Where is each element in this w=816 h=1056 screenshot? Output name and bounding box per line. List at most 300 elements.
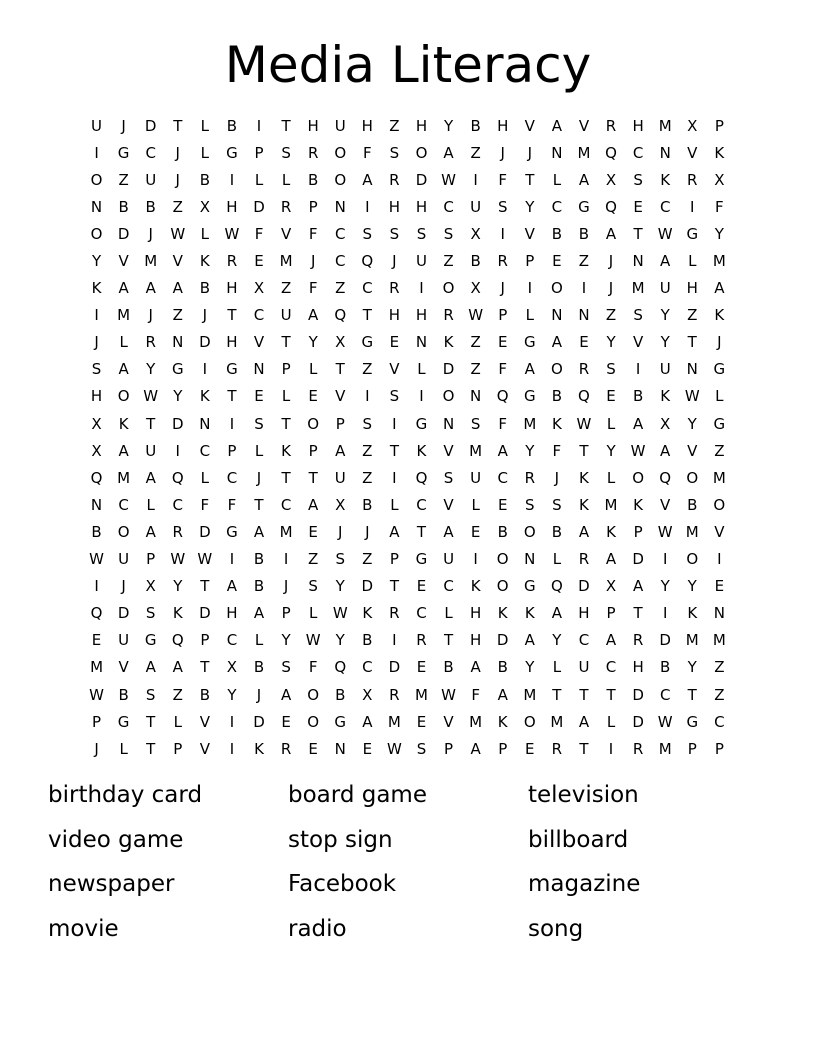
grid-cell: I	[229, 414, 235, 433]
grid-cell: V	[524, 224, 535, 243]
grid-cell: J	[500, 143, 505, 162]
grid-cell: J	[121, 116, 126, 135]
grid-cell: J	[500, 279, 505, 298]
grid-cell: T	[687, 333, 697, 352]
grid-cell: Q	[605, 143, 617, 162]
grid-cell: G	[117, 712, 130, 731]
grid-cell: Z	[362, 468, 373, 487]
grid-cell: V	[660, 495, 671, 514]
grid-cell: A	[308, 495, 319, 514]
grid-cell: C	[226, 468, 238, 487]
grid-cell: L	[173, 712, 182, 731]
grid-cell: S	[606, 360, 616, 379]
grid-cell: B	[551, 224, 563, 243]
grid-cell: L	[525, 306, 534, 325]
grid-row	[83, 491, 733, 518]
grid-cell: D	[632, 712, 644, 731]
grid-cell: C	[551, 197, 563, 216]
grid-cell: D	[442, 360, 455, 379]
grid-cell: W	[576, 414, 592, 433]
grid-cell: L	[281, 387, 291, 406]
grid-cell: P	[633, 522, 643, 541]
grid-cell: T	[146, 414, 156, 433]
grid-cell: A	[145, 279, 156, 298]
grid-cell: I	[229, 550, 235, 569]
grid-cell: K	[254, 739, 264, 758]
grid-cell: A	[632, 414, 644, 433]
grid-cell: C	[578, 631, 590, 650]
grid-cell: P	[687, 739, 697, 758]
grid-cell: C	[226, 631, 238, 650]
grid-cell: U	[415, 252, 427, 271]
grid-cell: R	[389, 685, 400, 704]
grid-cell: M	[712, 468, 726, 487]
grid-cell: M	[279, 252, 293, 271]
grid-cell: U	[334, 116, 346, 135]
grid-cell: X	[470, 224, 481, 243]
grid-cell: K	[714, 306, 725, 325]
grid-cell: U	[118, 550, 130, 569]
grid-cell: P	[200, 631, 210, 650]
grid-cell: J	[256, 685, 262, 704]
grid-cell: K	[633, 495, 644, 514]
grid-cell: P	[714, 739, 724, 758]
grid-cell: S	[470, 414, 481, 433]
grid-cell: M	[144, 252, 158, 271]
letter-grid	[83, 112, 733, 762]
grid-cell: B	[687, 495, 698, 514]
grid-cell: Y	[146, 360, 156, 379]
grid-cell: Z	[335, 279, 346, 298]
grid-cell: P	[498, 306, 508, 325]
grid-cell: N	[415, 333, 428, 352]
grid-cell: O	[90, 224, 103, 243]
grid-cell: T	[146, 739, 156, 758]
grid-cell: O	[713, 495, 726, 514]
grid-cell: Y	[687, 414, 697, 433]
grid-cell: H	[226, 604, 238, 623]
grid-cell: C	[714, 712, 725, 731]
grid-row	[83, 518, 733, 545]
grid-cell: C	[659, 197, 671, 216]
grid-cell: X	[199, 197, 210, 216]
grid-cell: N	[90, 197, 103, 216]
grid-cell: B	[335, 685, 346, 704]
grid-cell: U	[118, 631, 130, 650]
grid-cell: L	[254, 170, 264, 189]
grid-cell: V	[578, 116, 590, 135]
grid-cell: S	[308, 577, 318, 596]
grid-cell: W	[630, 441, 646, 460]
grid-cell: B	[199, 279, 210, 298]
grid-cell: Z	[605, 306, 617, 325]
grid-cell: Y	[714, 224, 724, 243]
grid-cell: H	[415, 306, 428, 325]
grid-cell: H	[307, 116, 319, 135]
grid-cell: U	[470, 468, 482, 487]
grid-cell: C	[659, 685, 671, 704]
grid-cell: F	[498, 360, 508, 379]
grid-cell: L	[254, 441, 264, 460]
grid-cell: N	[551, 143, 563, 162]
grid-cell: A	[578, 522, 590, 541]
grid-cell: H	[632, 116, 644, 135]
grid-cell: R	[389, 170, 400, 189]
grid-cell: P	[92, 712, 102, 731]
grid-cell: D	[415, 170, 428, 189]
grid-cell: R	[632, 739, 644, 758]
grid-cell: V	[389, 360, 400, 379]
grid-cell: O	[550, 279, 563, 298]
grid-cell: E	[389, 333, 400, 352]
grid-cell: A	[497, 685, 508, 704]
grid-cell: D	[578, 577, 590, 596]
grid-cell: T	[552, 685, 562, 704]
grid-cell: S	[145, 685, 156, 704]
grid-cell: H	[415, 197, 428, 216]
grid-cell: I	[581, 279, 587, 298]
grid-cell: W	[197, 550, 213, 569]
grid-cell: T	[389, 577, 399, 596]
grid-cell: N	[632, 252, 644, 271]
grid-cell: P	[606, 604, 616, 623]
grid-cell: T	[443, 631, 454, 650]
grid-cell: E	[633, 197, 643, 216]
grid-cell: O	[415, 143, 428, 162]
grid-cell: Q	[550, 577, 563, 596]
grid-cell: Q	[659, 468, 672, 487]
grid-cell: C	[362, 658, 373, 677]
grid-cell: K	[687, 604, 698, 623]
grid-cell: S	[633, 306, 643, 325]
grid-cell: T	[579, 441, 589, 460]
word-list-item: movie	[48, 915, 119, 942]
grid-row	[83, 735, 733, 762]
grid-cell: O	[334, 143, 347, 162]
grid-cell: E	[525, 739, 535, 758]
grid-cell: L	[308, 604, 318, 623]
grid-cell: Z	[714, 441, 725, 460]
grid-cell: B	[362, 495, 373, 514]
grid-cell: I	[392, 631, 397, 650]
grid-cell: F	[498, 414, 508, 433]
grid-cell: T	[173, 116, 183, 135]
grid-cell: L	[308, 360, 318, 379]
grid-cell: H	[388, 197, 401, 216]
grid-cell: R	[605, 116, 617, 135]
grid-cell: Y	[91, 252, 102, 271]
grid-cell: B	[632, 387, 644, 406]
grid-cell: Z	[470, 333, 481, 352]
grid-cell: A	[578, 712, 590, 731]
grid-cell: S	[525, 495, 535, 514]
grid-cell: N	[253, 360, 265, 379]
grid-cell: U	[145, 170, 157, 189]
grid-cell: X	[91, 414, 102, 433]
grid-cell: I	[419, 279, 424, 298]
grid-cell: I	[392, 414, 397, 433]
grid-cell: L	[606, 414, 616, 433]
grid-cell: A	[226, 577, 238, 596]
grid-row	[83, 600, 733, 627]
grid-cell: L	[471, 495, 480, 514]
grid-cell: Y	[308, 333, 318, 352]
grid-cell: K	[714, 143, 725, 162]
grid-cell: T	[579, 685, 589, 704]
grid-cell: A	[524, 360, 535, 379]
grid-cell: O	[307, 712, 320, 731]
grid-cell: M	[631, 279, 645, 298]
grid-cell: U	[91, 116, 103, 135]
grid-cell: U	[659, 279, 671, 298]
grid-cell: L	[200, 224, 210, 243]
grid-cell: G	[523, 333, 536, 352]
grid-cell: W	[657, 522, 673, 541]
grid-cell: P	[308, 197, 318, 216]
grid-cell: X	[714, 170, 725, 189]
grid-cell: Q	[171, 631, 184, 650]
grid-cell: B	[308, 170, 319, 189]
grid-cell: D	[632, 685, 644, 704]
grid-cell: X	[145, 577, 156, 596]
grid-cell: Y	[660, 577, 670, 596]
grid-cell: M	[90, 658, 104, 677]
grid-cell: I	[608, 739, 614, 758]
grid-cell: Q	[90, 468, 103, 487]
grid-cell: F	[308, 224, 318, 243]
grid-cell: Z	[443, 252, 454, 271]
grid-cell: G	[523, 577, 536, 596]
grid-cell: C	[632, 143, 644, 162]
grid-cell: Q	[578, 387, 590, 406]
grid-cell: Z	[362, 550, 373, 569]
grid-cell: H	[226, 279, 238, 298]
grid-row	[83, 708, 733, 735]
grid-cell: K	[470, 577, 481, 596]
grid-cell: C	[497, 468, 508, 487]
grid-cell: J	[175, 170, 180, 189]
grid-cell: I	[229, 739, 235, 758]
grid-cell: E	[714, 577, 725, 596]
grid-cell: J	[392, 252, 397, 271]
grid-cell: D	[632, 550, 644, 569]
grid-cell: B	[91, 522, 102, 541]
grid-cell: N	[659, 143, 671, 162]
grid-cell: J	[283, 577, 289, 596]
grid-cell: J	[310, 252, 316, 271]
grid-cell: M	[469, 712, 483, 731]
grid-cell: B	[470, 116, 481, 135]
grid-cell: C	[199, 441, 211, 460]
grid-cell: Z	[172, 197, 183, 216]
grid-cell: I	[690, 197, 695, 216]
grid-cell: I	[229, 712, 235, 731]
grid-cell: U	[578, 658, 590, 677]
grid-cell: R	[687, 170, 698, 189]
grid-cell: R	[172, 522, 183, 541]
grid-cell: F	[254, 224, 264, 243]
grid-cell: C	[280, 495, 292, 514]
grid-cell: L	[390, 495, 399, 514]
grid-cell: G	[686, 224, 699, 243]
grid-cell: B	[497, 522, 508, 541]
grid-cell: P	[281, 604, 291, 623]
grid-cell: M	[685, 631, 699, 650]
grid-cell: A	[551, 116, 562, 135]
word-list-item: newspaper	[48, 871, 175, 897]
grid-cell: P	[173, 739, 183, 758]
grid-cell: F	[308, 279, 318, 298]
grid-cell: O	[523, 712, 536, 731]
grid-cell: T	[362, 306, 372, 325]
grid-cell: K	[118, 414, 129, 433]
grid-cell: S	[91, 360, 102, 379]
grid-cell: F	[363, 143, 372, 162]
grid-cell: D	[117, 224, 130, 243]
grid-cell: N	[172, 333, 184, 352]
grid-cell: X	[335, 333, 346, 352]
grid-cell: E	[254, 252, 264, 271]
grid-cell: W	[468, 306, 484, 325]
grid-cell: A	[118, 441, 129, 460]
grid-cell: M	[550, 712, 564, 731]
grid-cell: D	[144, 116, 157, 135]
grid-cell: F	[498, 170, 508, 189]
word-list-item: birthday card	[48, 782, 203, 808]
grid-cell: U	[280, 306, 292, 325]
grid-cell: I	[94, 306, 99, 325]
grid-cell: M	[577, 143, 591, 162]
grid-cell: Z	[714, 658, 725, 677]
grid-cell: A	[308, 306, 319, 325]
grid-cell: Y	[173, 577, 183, 596]
grid-cell: F	[715, 197, 724, 216]
grid-cell: Z	[389, 116, 400, 135]
grid-cell: A	[145, 522, 156, 541]
grid-cell: C	[335, 252, 346, 271]
grid-cell: K	[172, 604, 183, 623]
grid-row	[83, 112, 733, 139]
grid-cell: R	[389, 279, 400, 298]
grid-cell: A	[145, 658, 156, 677]
grid-cell: D	[496, 631, 509, 650]
grid-cell: M	[387, 712, 401, 731]
grid-cell: D	[199, 522, 211, 541]
grid-cell: L	[688, 252, 697, 271]
grid-cell: Z	[470, 360, 481, 379]
grid-cell: B	[199, 685, 210, 704]
grid-cell: Q	[361, 252, 374, 271]
grid-cell: L	[552, 550, 562, 569]
grid-cell: K	[91, 279, 102, 298]
grid-cell: E	[362, 739, 373, 758]
grid-cell: M	[658, 739, 672, 758]
grid-cell: A	[578, 170, 590, 189]
grid-cell: C	[145, 143, 156, 162]
grid-cell: R	[524, 468, 535, 487]
grid-cell: F	[471, 685, 480, 704]
grid-row	[83, 627, 733, 654]
grid-cell: Q	[171, 468, 184, 487]
grid-cell: W	[89, 550, 104, 569]
grid-cell: S	[362, 414, 373, 433]
grid-cell: Z	[362, 441, 373, 460]
grid-cell: Z	[687, 306, 698, 325]
grid-cell: W	[170, 550, 186, 569]
grid-cell: R	[416, 631, 427, 650]
grid-cell: D	[659, 631, 671, 650]
grid-cell: G	[171, 360, 184, 379]
grid-cell: O	[442, 279, 455, 298]
grid-cell: S	[443, 224, 454, 243]
grid-cell: S	[416, 739, 427, 758]
grid-cell: C	[118, 495, 129, 514]
grid-cell: H	[226, 197, 238, 216]
grid-cell: X	[335, 495, 346, 514]
grid-cell: Q	[605, 197, 617, 216]
grid-cell: L	[552, 170, 562, 189]
grid-cell: C	[443, 197, 454, 216]
grid-cell: V	[172, 252, 183, 271]
grid-cell: O	[550, 360, 563, 379]
grid-cell: A	[470, 658, 481, 677]
grid-cell: Q	[90, 604, 103, 623]
grid-cell: T	[200, 658, 210, 677]
grid-cell: V	[443, 441, 454, 460]
grid-cell: B	[118, 197, 129, 216]
grid-cell: G	[361, 333, 374, 352]
grid-cell: P	[525, 252, 535, 271]
grid-cell: S	[443, 468, 454, 487]
grid-cell: X	[226, 658, 238, 677]
grid-cell: Y	[443, 116, 454, 135]
grid-cell: R	[551, 739, 563, 758]
grid-row	[83, 302, 733, 329]
grid-cell: B	[551, 522, 563, 541]
grid-cell: V	[524, 116, 535, 135]
grid-cell: C	[362, 279, 373, 298]
grid-cell: G	[415, 414, 428, 433]
grid-cell: S	[335, 550, 345, 569]
grid-cell: B	[578, 224, 590, 243]
grid-cell: X	[470, 279, 481, 298]
grid-cell: L	[200, 116, 210, 135]
grid-cell: B	[199, 170, 210, 189]
grid-cell: S	[145, 604, 156, 623]
grid-cell: Y	[335, 631, 345, 650]
grid-cell: T	[281, 468, 291, 487]
grid-cell: I	[94, 577, 99, 596]
grid-cell: F	[552, 441, 562, 460]
grid-row	[83, 437, 733, 464]
grid-cell: V	[118, 658, 129, 677]
grid-cell: S	[281, 658, 291, 677]
grid-cell: J	[608, 252, 614, 271]
grid-cell: A	[551, 604, 562, 623]
grid-cell: E	[308, 739, 318, 758]
grid-cell: R	[307, 143, 319, 162]
grid-cell: O	[307, 685, 320, 704]
grid-cell: J	[256, 468, 262, 487]
grid-cell: R	[280, 739, 292, 758]
grid-cell: K	[281, 441, 291, 460]
grid-cell: O	[686, 550, 699, 569]
grid-cell: O	[334, 170, 347, 189]
grid-cell: L	[119, 739, 128, 758]
grid-cell: D	[117, 604, 130, 623]
grid-cell: M	[685, 522, 699, 541]
grid-cell: L	[444, 604, 453, 623]
